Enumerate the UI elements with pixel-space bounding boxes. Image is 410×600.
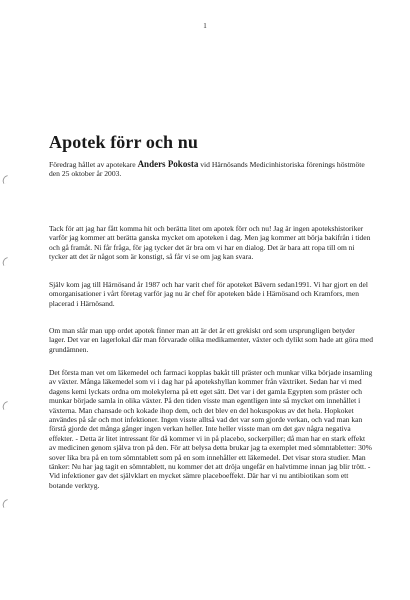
binder-hole-mark (1, 175, 10, 184)
page-number: 1 (203, 22, 207, 30)
body-paragraph: Om man slår man upp ordet apotek finner man att är det är ett grekiskt ord som ursprungligen betyder lager. Det var en lagerlokal där man förvarade olika medikamenter, växter och dylikt som hade att göra med grundämnen. (49, 326, 373, 354)
intro-line (49, 160, 369, 178)
body-paragraph: Tack för att jag har fått komma hit och berätta litet om apotek förr och nu! Jag är ingen apotekshistoriker varför jag kommer att berätta ganska mycket om apoteken i dag. Men jag kommer att börja bakifrån i tiden och gå framåt. Ni får fråga, för jag tycker det är bra om vi har en dialog. Det är bara att ropa till om ni tycker att det är något som är konstigt, så får vi se om jag kan svara. (49, 224, 371, 262)
body-paragraph: Själv kom jag till Härnösand år 1987 och har varit chef för apoteket Bävern sedan1991. Vi har gjort en del omorganisationer i vårt företag varför jag nu är chef för apoteken både i Härnösand och Kramfors, men placerad i Härnösand. (49, 280, 368, 308)
document-title: Apotek förr och nu (49, 132, 198, 152)
intro-prefix: Föredrag hållet av apotekare (49, 160, 138, 169)
body-paragraph: Det första man vet om läkemedel och farmaci kopplas bakåt till präster och munkar vilka började insamling av växter. Många läkemedel som vi i dag har på apotekshyllan kommer från växtriket. Sedan har vi med dagens kemi lyckats ordna om molekylerna på ett eget sätt. Det var i det gamla Egypten som präster och munkar började samla in olika växter. På den tiden visste man egentligen inte så mycket om innehållet i växterna. Man chansade och kokade ihop dem, och det blev en del hokuspokus av det hela. Hopkoket användes på sår och mot infektioner. Ingen visste alltså vad det var som gjorde verkan, och vad man kan förstå gjorde det många gånger ingen verkan heller. Inte heller visste man om det gav några negativa effekter. - Detta är litet intressant för då kommer vi in på placebo, sockerpiller; då man har en stark effekt av medicinen genom själva tron på den. För att belysa detta brukar jag ta exemplet med sömntabletter: 30% sover lika bra på en tom sömntablett som på en som innehåller ett läkemedel. Det visar stora studier. Man tänker: Nu har jag tagit en sömntablett, nu kommer det att dröja ungefär en halvtimme innan jag blir trött. - Vid infektioner gav det självklart en mycket sämre placeboeffekt. Där har vi nu antibiotikan som ett botande verktyg. (49, 368, 373, 490)
speaker-name: Anders Pokosta (137, 159, 199, 169)
intro-suffix: vid Härnösands Medicinhistoriska förenings höstmöte den 25 oktober år 2003. (49, 160, 365, 178)
binder-hole-mark (1, 499, 10, 508)
binder-hole-mark (1, 257, 10, 266)
binder-hole-mark (1, 401, 10, 410)
